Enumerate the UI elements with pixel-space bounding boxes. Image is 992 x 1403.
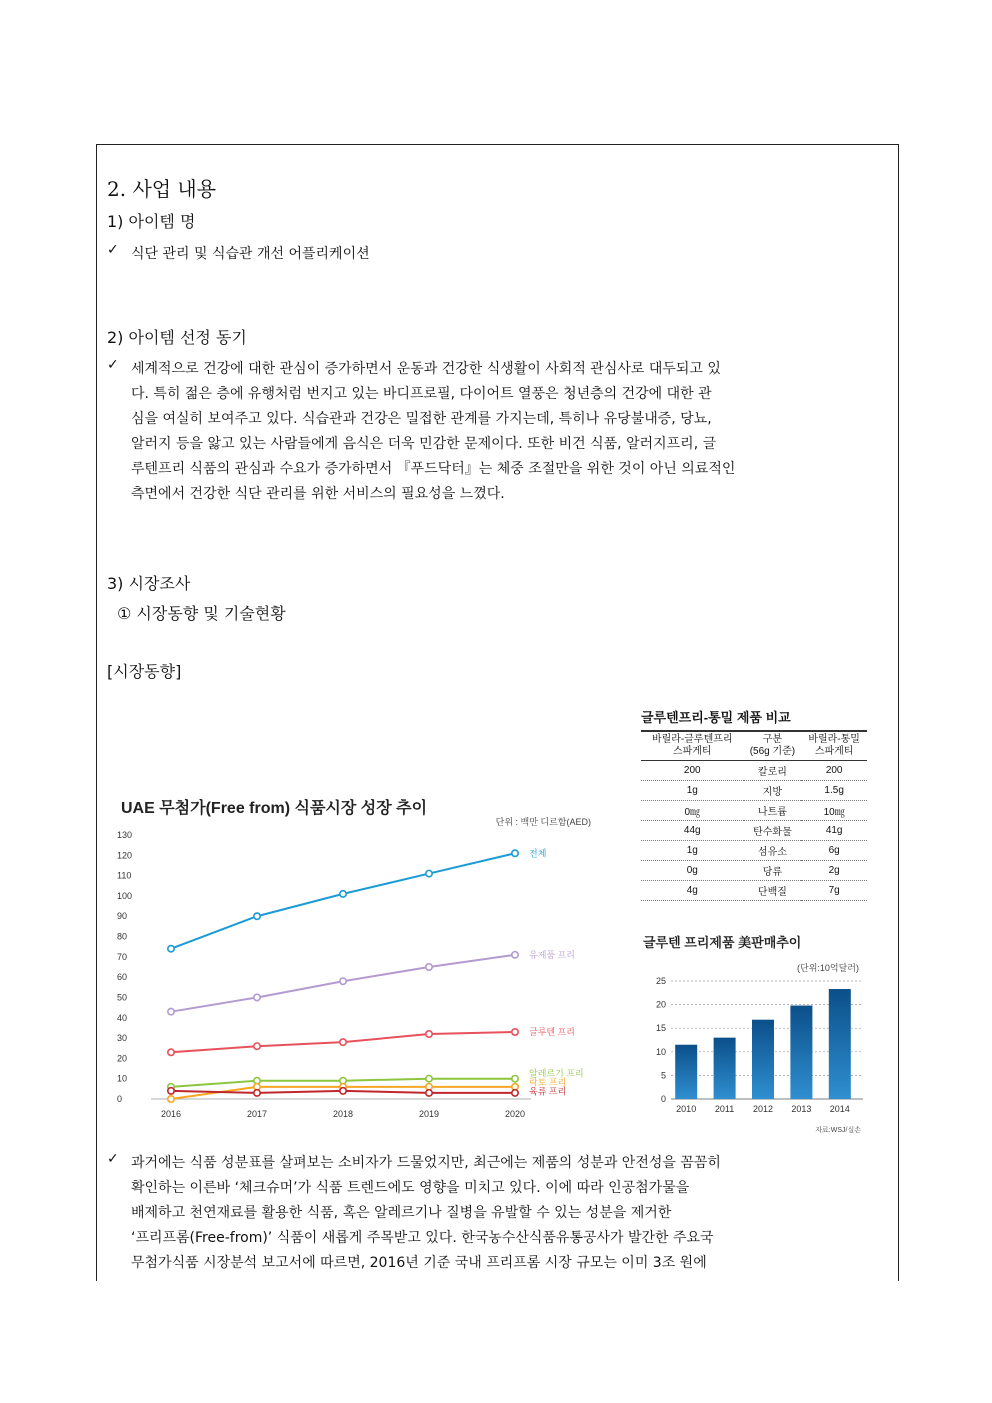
x-tick-label: 2013 — [791, 1104, 812, 1114]
table-cell: 4g — [641, 881, 744, 901]
bottom-line: 확인하는 이른바 ‘체크슈머’가 식품 트렌드에도 영향을 미치고 있다. 이에 따라 인공첨가물을 — [131, 1180, 690, 1196]
data-point — [426, 870, 432, 876]
table-cell: 41g — [801, 821, 867, 841]
data-point — [340, 891, 346, 897]
table-row — [641, 821, 867, 841]
y-tick-label: 0 — [117, 1094, 123, 1104]
y-tick-label: 10 — [117, 1073, 128, 1084]
data-point — [512, 1075, 518, 1081]
table-header: 바릴라-통밀 스파게티 — [801, 731, 867, 761]
bar-chart-source: 자료:WSJ/실손 — [815, 1127, 861, 1134]
data-point — [168, 1088, 174, 1094]
x-tick-label: 2012 — [752, 1104, 774, 1114]
motivation-paragraph — [131, 357, 891, 507]
data-point — [254, 1090, 260, 1096]
document-frame — [96, 144, 899, 1281]
data-point — [426, 964, 432, 970]
y-tick-label: 5 — [660, 1070, 666, 1081]
table-row — [641, 861, 867, 881]
chart-unit: 단위 : 백만 디르함(AED) — [495, 817, 591, 827]
us-bar-chart — [641, 929, 867, 1139]
y-tick-label: 110 — [117, 870, 132, 881]
y-tick-label: 25 — [655, 976, 666, 986]
check-icon: ✓ — [107, 357, 119, 373]
motivation-heading: 2) 아이템 선정 동기 — [107, 328, 247, 347]
table-cell: 단백질 — [744, 881, 802, 901]
y-tick-label: 10 — [655, 1046, 666, 1057]
y-tick-label: 70 — [117, 951, 128, 962]
table-cell: 칼로리 — [744, 761, 802, 781]
motivation-line: 측면에서 건강한 식단 관리를 위한 서비스의 필요성을 느꼈다. — [131, 486, 505, 502]
data-point — [254, 1043, 260, 1049]
table-cell: 섬유소 — [744, 841, 802, 861]
y-tick-label: 0 — [660, 1094, 666, 1104]
bar — [829, 989, 851, 1099]
x-tick-label: 2019 — [418, 1109, 440, 1119]
table-cell: 0g — [641, 861, 744, 881]
series-label: 글루텐 프리 — [529, 1026, 575, 1037]
data-point — [254, 913, 260, 919]
bottom-line: 과거에는 식품 성분표를 살펴보는 소비자가 드물었지만, 최근에는 제품의 성분과 안전성을 꼼꼼히 — [131, 1155, 721, 1171]
comparison-table — [641, 730, 867, 901]
table-cell: 1g — [641, 781, 744, 801]
bottom-paragraph — [131, 1151, 891, 1276]
data-point — [340, 1039, 346, 1045]
bottom-line: 무첨가식품 시장분석 보고서에 따르면, 2016년 기준 국내 프리프롬 시장 규모는 이미 3조 원에 — [131, 1255, 707, 1271]
market-heading: 3) 시장조사 — [107, 574, 191, 593]
table-row — [641, 841, 867, 861]
data-point — [168, 1096, 174, 1102]
x-tick-label: 2017 — [246, 1109, 268, 1119]
chart-title: UAE 무첨가(Free from) 식품시장 성장 추이 — [121, 800, 428, 817]
y-tick-label: 30 — [117, 1033, 128, 1044]
comparison-table-block — [641, 707, 867, 901]
series-line — [171, 853, 515, 948]
y-tick-label: 130 — [117, 830, 133, 840]
table-cell: 1g — [641, 841, 744, 861]
table-cell: 10㎎ — [801, 801, 867, 821]
data-point — [512, 850, 518, 856]
series-label: 전체 — [529, 848, 547, 859]
table-header: 바릴라-글루텐프리 스파게티 — [641, 731, 744, 761]
data-point — [426, 1031, 432, 1037]
data-point — [426, 1075, 432, 1081]
bar — [714, 1038, 736, 1099]
x-tick-label: 2016 — [160, 1109, 182, 1119]
y-tick-label: 80 — [117, 931, 128, 942]
data-point — [512, 1090, 518, 1096]
item-name-heading: 1) 아이템 명 — [107, 212, 196, 231]
y-tick-label: 15 — [655, 1023, 666, 1034]
table-row — [641, 881, 867, 901]
motivation-line: 다. 특히 젊은 층에 유행처럼 번지고 있는 바디프로필, 다이어트 열풍은 청년층의 건강에 대한 관 — [131, 386, 712, 402]
table-row — [641, 781, 867, 801]
motivation-line: 알러지 등을 앓고 있는 사람들에게 음식은 더욱 민감한 문제이다. 또한 비건 식품, 알러지프리, 글 — [131, 436, 717, 452]
data-point — [168, 1008, 174, 1014]
bottom-line: 배제하고 천연재료를 활용한 식품, 혹은 알레르기나 질병을 유발할 수 있는 성분을 제거한 — [131, 1205, 672, 1221]
data-point — [512, 1029, 518, 1035]
y-tick-label: 40 — [117, 1012, 128, 1023]
bar — [752, 1020, 774, 1099]
table-header: 구분 (56g 기준) — [744, 731, 802, 761]
bar — [790, 1006, 812, 1099]
data-point — [254, 994, 260, 1000]
series-label: 육류 프리 — [529, 1086, 567, 1097]
data-point — [340, 978, 346, 984]
table-cell: 0㎎ — [641, 801, 744, 821]
x-tick-label: 2010 — [676, 1104, 697, 1114]
x-tick-label: 2020 — [504, 1109, 526, 1119]
y-tick-label: 60 — [117, 972, 128, 983]
x-tick-label: 2018 — [332, 1109, 354, 1119]
series-label: 알레르기 프리 — [529, 1068, 584, 1079]
motivation-line: 심을 여실히 보여주고 있다. 식습관과 건강은 밀접한 관계를 가지는데, 특히나 유당불내증, 당뇨, — [131, 411, 712, 427]
bar — [675, 1045, 697, 1099]
table-cell: 당류 — [744, 861, 802, 881]
table-cell: 44g — [641, 821, 744, 841]
item-name-text: 식단 관리 및 식습관 개선 어플리케이션 — [131, 246, 370, 262]
motivation-line: 루텐프리 식품의 관심과 수요가 증가하면서 『푸드닥터』는 체중 조절만을 위한 것이 아닌 의료적인 — [131, 461, 736, 477]
table-cell: 200 — [801, 761, 867, 781]
y-tick-label: 20 — [117, 1053, 128, 1064]
series-label: 유제품 프리 — [529, 949, 575, 960]
y-tick-label: 120 — [117, 850, 133, 861]
data-point — [168, 946, 174, 952]
check-icon: ✓ — [107, 242, 119, 258]
table-cell: 나트륨 — [744, 801, 802, 821]
table-cell: 지방 — [744, 781, 802, 801]
uae-line-chart — [111, 793, 591, 1133]
data-point — [340, 1088, 346, 1094]
data-point — [168, 1049, 174, 1055]
x-tick-label: 2011 — [714, 1104, 735, 1114]
series-label: 락토 프리 — [529, 1077, 567, 1088]
table-cell: 1.5g — [801, 781, 867, 801]
check-icon: ✓ — [107, 1151, 119, 1167]
section-title: 2. 사업 내용 — [107, 177, 217, 201]
bar-chart-title: 글루텐 프리제품 美판매추이 — [643, 935, 802, 950]
table-row — [641, 761, 867, 781]
y-tick-label: 100 — [117, 890, 133, 901]
market-label: [시장동향] — [107, 662, 182, 681]
data-point — [426, 1090, 432, 1096]
bar-chart-unit: (단위:10억달러) — [797, 963, 859, 973]
y-tick-label: 50 — [117, 992, 128, 1003]
table-cell: 200 — [641, 761, 744, 781]
bottom-line: ‘프리프롬(Free-from)’ 식품이 새롭게 주목받고 있다. 한국농수산식품유통공사가 발간한 주요국 — [131, 1230, 714, 1246]
y-tick-label: 90 — [117, 911, 128, 922]
motivation-line: 세계적으로 건강에 대한 관심이 증가하면서 운동과 건강한 식생활이 사회적 관심사로 대두되고 있 — [131, 361, 721, 377]
table-title: 글루텐프리-통밀 제품 비교 — [641, 710, 791, 725]
table-cell: 7g — [801, 881, 867, 901]
data-point — [512, 952, 518, 958]
y-tick-label: 20 — [655, 999, 666, 1010]
table-row — [641, 801, 867, 821]
table-cell: 6g — [801, 841, 867, 861]
table-cell: 2g — [801, 861, 867, 881]
x-tick-label: 2014 — [829, 1104, 850, 1114]
market-subheading: ① 시장동향 및 기술현황 — [117, 604, 286, 623]
table-cell: 탄수화물 — [744, 821, 802, 841]
